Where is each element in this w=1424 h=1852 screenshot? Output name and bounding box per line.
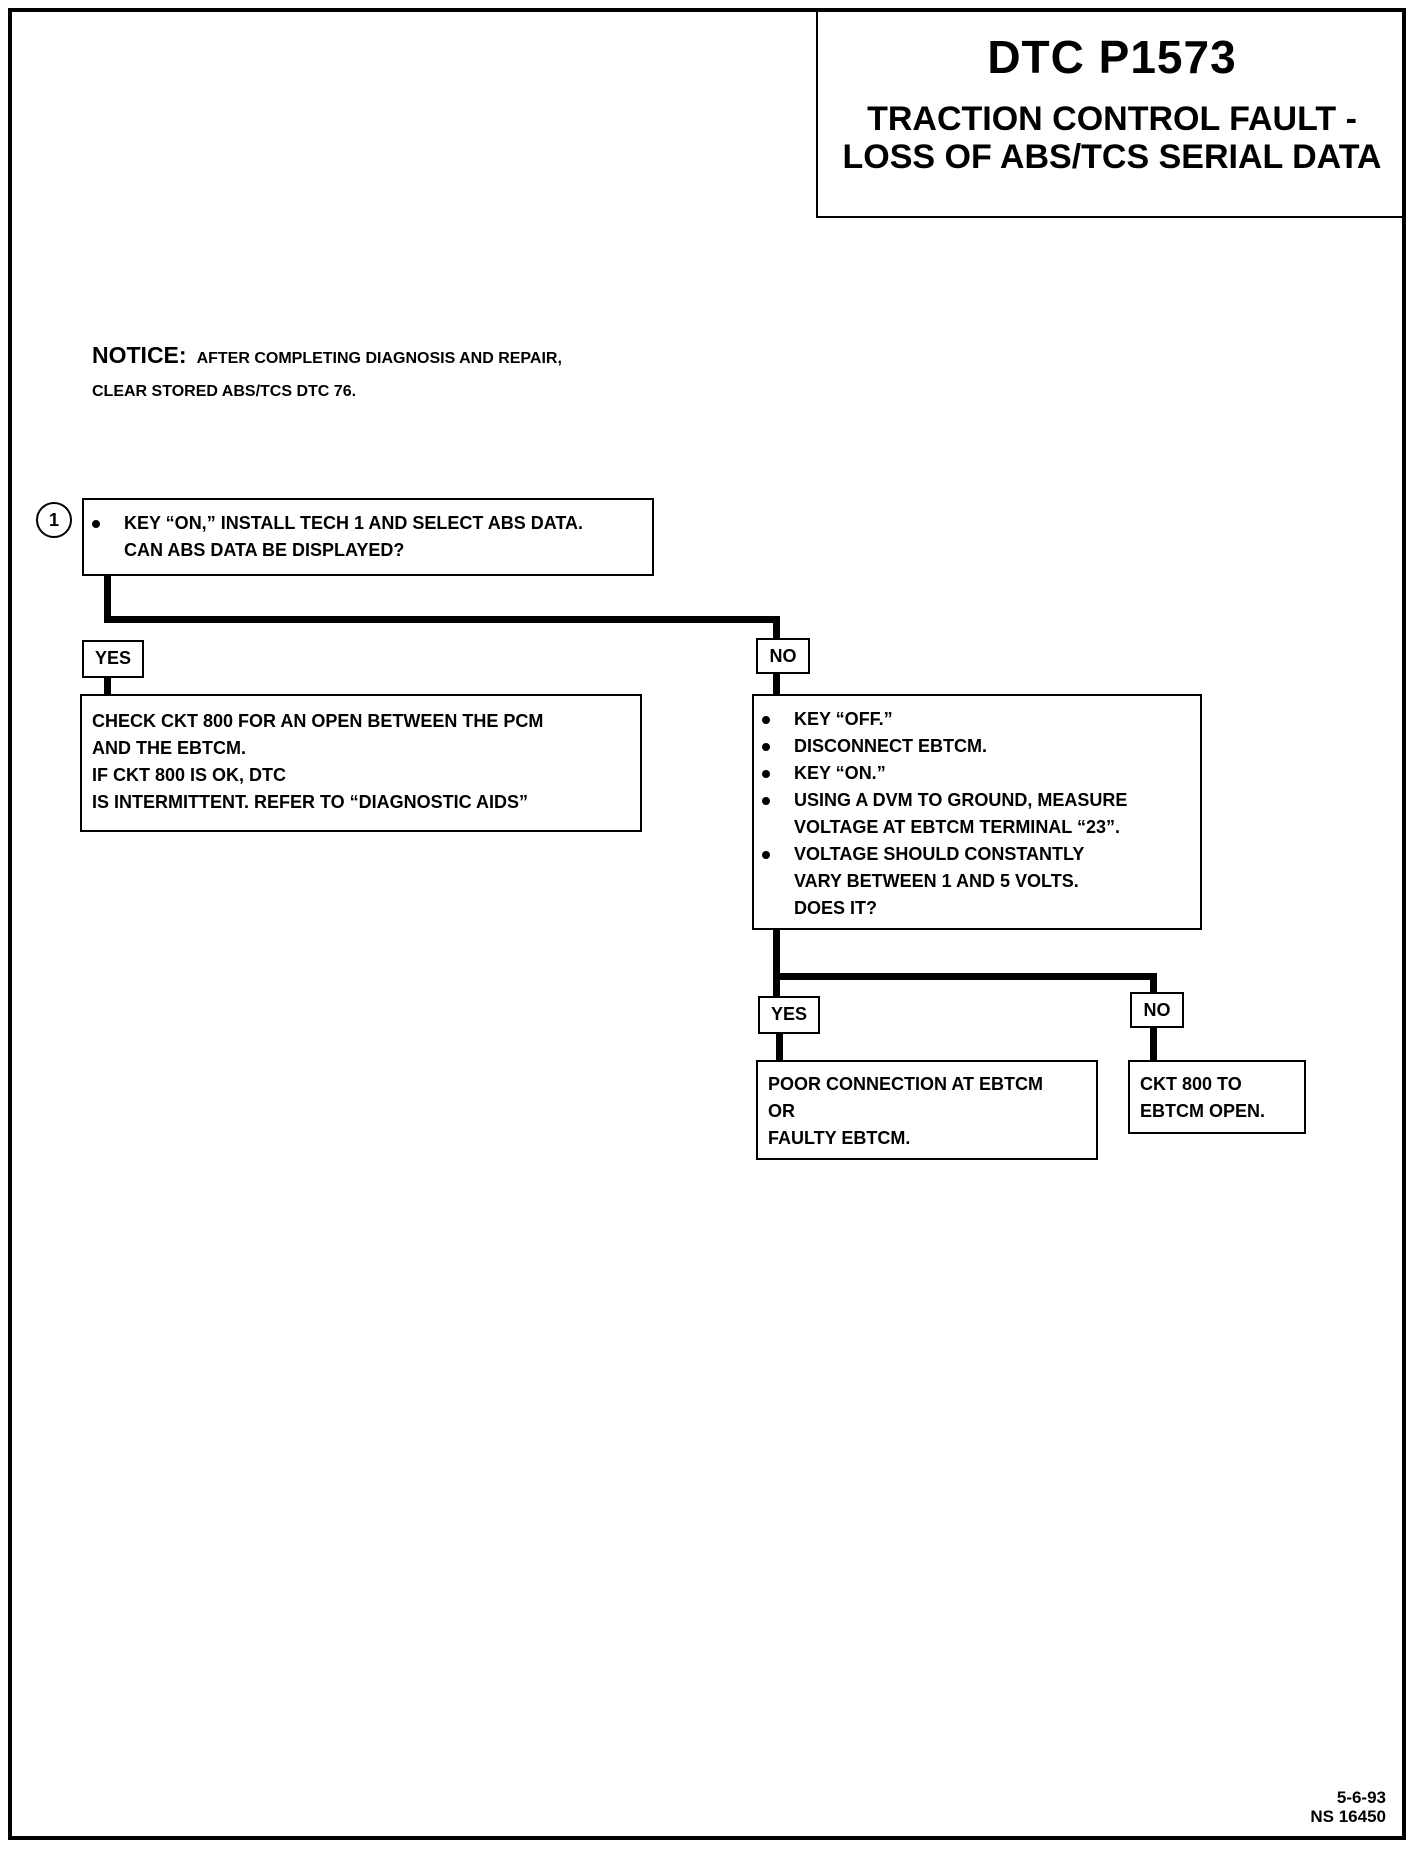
yes-result-box xyxy=(80,694,642,832)
sub-yes-result-line: FAULTY EBTCM. xyxy=(768,1128,911,1148)
step-1-box xyxy=(82,498,654,576)
no-step-bullet: VOLTAGE SHOULD CONSTANTLY xyxy=(754,841,1200,868)
no-step-box xyxy=(752,694,1202,930)
sub-yes-result-line: POOR CONNECTION AT EBTCM xyxy=(768,1074,1043,1094)
connector xyxy=(773,973,1157,980)
step-number-circle: 1 xyxy=(36,502,72,538)
footer-ref: NS 16450 xyxy=(1310,1807,1386,1826)
step-1-question: CAN ABS DATA BE DISPLAYED? xyxy=(124,540,405,560)
sub-yes-result-box xyxy=(756,1060,1098,1160)
notice-label: NOTICE: xyxy=(92,342,187,368)
sub-no-result-line: EBTCM OPEN. xyxy=(1140,1101,1266,1121)
no-step-continuation: VOLTAGE AT EBTCM TERMINAL “23”. xyxy=(794,817,1121,837)
yes-result-line: CHECK CKT 800 FOR AN OPEN BETWEEN THE PCM xyxy=(92,711,544,731)
sub-yes-label: YES xyxy=(758,996,820,1034)
title-line-2: LOSS OF ABS/TCS SERIAL DATA xyxy=(842,138,1382,176)
connector xyxy=(104,574,111,622)
no-step-continuation: VARY BETWEEN 1 AND 5 VOLTS. xyxy=(794,871,1079,891)
connector xyxy=(1150,1027,1157,1062)
yes-result-line: IF CKT 800 IS OK, DTC xyxy=(92,765,287,785)
sub-no-result-line: CKT 800 TO xyxy=(1140,1074,1242,1094)
no-label: NO xyxy=(756,638,810,674)
yes-label: YES xyxy=(82,640,144,678)
yes-result-line: IS INTERMITTENT. REFER TO “DIAGNOSTIC AIDS” xyxy=(92,792,529,812)
connector xyxy=(776,1032,783,1062)
no-step-bullet: KEY “OFF.” xyxy=(754,706,1200,733)
connector xyxy=(104,616,780,623)
footer-reference xyxy=(1310,1788,1386,1826)
connector xyxy=(104,676,111,696)
footer-date: 5-6-93 xyxy=(1336,1788,1386,1807)
sub-yes-result-line: OR xyxy=(768,1101,795,1121)
no-step-bullet: KEY “ON.” xyxy=(754,760,1200,787)
sub-no-result-box xyxy=(1128,1060,1306,1134)
yes-result-line: AND THE EBTCM. xyxy=(92,738,246,758)
no-step-bullet: DISCONNECT EBTCM. xyxy=(754,733,1200,760)
title-block xyxy=(816,8,1406,218)
sub-no-label: NO xyxy=(1130,992,1184,1028)
notice-text-2: CLEAR STORED ABS/TCS DTC 76. xyxy=(92,383,357,400)
no-step-question: DOES IT? xyxy=(794,898,878,918)
step-1-bullet: KEY “ON,” INSTALL TECH 1 AND SELECT ABS DATA. xyxy=(84,510,652,537)
notice xyxy=(92,342,562,401)
connector xyxy=(773,930,780,1000)
notice-text-1: AFTER COMPLETING DIAGNOSIS AND REPAIR, xyxy=(196,350,562,367)
dtc-code: DTC P1573 xyxy=(987,31,1237,83)
no-step-bullet: USING A DVM TO GROUND, MEASURE xyxy=(754,787,1200,814)
title-line-1: TRACTION CONTROL FAULT - xyxy=(867,100,1357,138)
